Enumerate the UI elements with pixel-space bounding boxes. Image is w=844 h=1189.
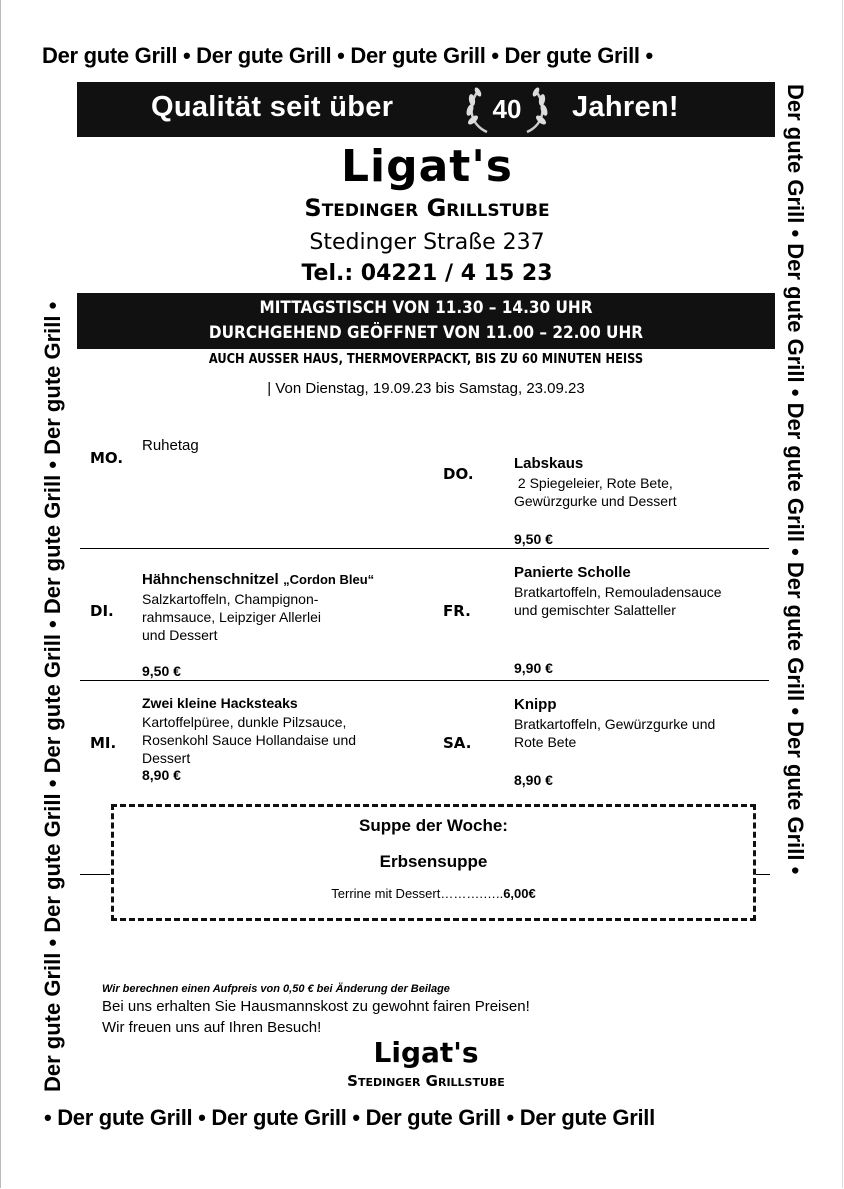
dish-do-desc1: 2 Spiegeleier, Rote Bete, <box>514 475 673 491</box>
footer-logo-name: Ligat's <box>373 1036 479 1069</box>
dish-fr-desc1: Bratkartoffeln, Remouladensauce <box>514 584 722 600</box>
badge-number: 40 <box>492 94 522 124</box>
left-border-text: Der gute Grill • Der gute Grill • Der gute Grill • Der gute Grill • Der gute Grill • <box>40 301 65 1092</box>
dish-fr-price: 9,90 € <box>514 660 553 676</box>
quality-banner <box>77 82 775 137</box>
laurel-badge <box>459 84 555 134</box>
right-border-text: Der gute Grill • Der gute Grill • Der gute Grill • Der gute Grill • Der gute Grill • <box>783 84 808 875</box>
surcharge-note: Wir berechnen einen Aufpreis von 0,50 € bei Änderung der Beilage <box>102 983 450 995</box>
bottom-border-text: • Der gute Grill • Der gute Grill • Der gute Grill • Der gute Grill <box>44 1105 655 1130</box>
day-do: DO. <box>443 465 474 483</box>
soup-name: Erbsensuppe <box>379 852 488 871</box>
day-di: DI. <box>90 602 114 620</box>
dish-fr-desc2: und gemischter Salatteller <box>514 602 676 618</box>
day-sa: SA. <box>443 734 472 752</box>
dish-sa-desc1: Bratkartoffeln, Gewürzgurke und <box>514 716 716 732</box>
soup-heading: Suppe der Woche: <box>359 816 508 835</box>
dish-sa-desc2: Rote Bete <box>514 734 577 750</box>
hours-lunch: MITTAGSTISCH VON 11.30 – 14.30 UHR <box>259 298 593 318</box>
dish-di-title: Hähnchenschnitzel <box>142 571 279 588</box>
banner-right-text: Jahren! <box>572 91 679 123</box>
hours-open: DURCHGEHEND GEÖFFNET VON 11.00 – 22.00 UHR <box>208 323 644 343</box>
dish-do-title: Labskaus <box>514 455 584 472</box>
footer-line2: Wir freuen uns auf Ihren Besuch! <box>102 1019 322 1036</box>
logo-name: Ligat's <box>341 141 513 192</box>
soup-detail: Terrine mit Dessert……….….. <box>331 886 504 901</box>
dish-di-desc3: und Dessert <box>142 627 218 643</box>
day-mi: MI. <box>90 734 117 752</box>
divider-1 <box>80 548 769 549</box>
divider-2 <box>80 680 769 681</box>
dish-di-title-suffix: „Cordon Bleu“ <box>283 572 375 587</box>
hours-box <box>77 293 775 349</box>
soup-box <box>111 804 756 921</box>
top-border-text: Der gute Grill • Der gute Grill • Der gute Grill • Der gute Grill • <box>42 43 653 68</box>
banner-left-text: Qualität seit über <box>151 91 394 123</box>
date-range: | Von Dienstag, 19.09.23 bis Samstag, 23.09.23 <box>267 380 585 397</box>
soup-right-tick <box>756 874 770 875</box>
dish-mi-desc1: Kartoffelpüree, dunkle Pilzsauce, <box>142 714 347 730</box>
dish-mi-price: 8,90 € <box>142 767 181 783</box>
day-fr: FR. <box>443 602 471 620</box>
dish-sa-title: Knipp <box>514 696 557 713</box>
dish-fr-title: Panierte Scholle <box>514 564 631 581</box>
day-mo: MO. <box>90 449 124 467</box>
phone: Tel.: 04221 / 4 15 23 <box>301 261 553 286</box>
soup-price: 6,00€ <box>503 886 536 901</box>
dish-mi-title: Zwei kleine Hacksteaks <box>142 695 298 711</box>
address: Stedinger Straße 237 <box>309 230 545 255</box>
footer-logo-subtitle: Stedinger Grillstube <box>347 1072 505 1090</box>
takeaway-note: AUCH AUSSER HAUS, THERMOVERPACKT, BIS ZU 60 MINUTEN HEISS <box>208 352 644 367</box>
dish-di-title-row <box>142 571 374 589</box>
dish-di-desc1: Salzkartoffeln, Champignon- <box>142 591 319 607</box>
dish-do-desc2: Gewürzgurke und Dessert <box>514 493 677 509</box>
footer-line1: Bei uns erhalten Sie Hausmannskost zu gewohnt fairen Preisen! <box>102 998 530 1015</box>
logo-subtitle: Stedinger Grillstube <box>304 194 550 222</box>
dish-di-desc2: rahmsauce, Leipziger Allerlei <box>142 609 321 625</box>
dish-mo-title: Ruhetag <box>142 437 199 454</box>
dish-do-price: 9,50 € <box>514 531 553 547</box>
dish-mi-desc3: Dessert <box>142 750 191 766</box>
dish-mi-desc2: Rosenkohl Sauce Hollandaise und <box>142 732 357 748</box>
soup-detail-row <box>114 886 753 901</box>
dish-di-price: 9,50 € <box>142 663 181 679</box>
soup-left-tick <box>80 874 110 875</box>
dish-sa-price: 8,90 € <box>514 772 553 788</box>
